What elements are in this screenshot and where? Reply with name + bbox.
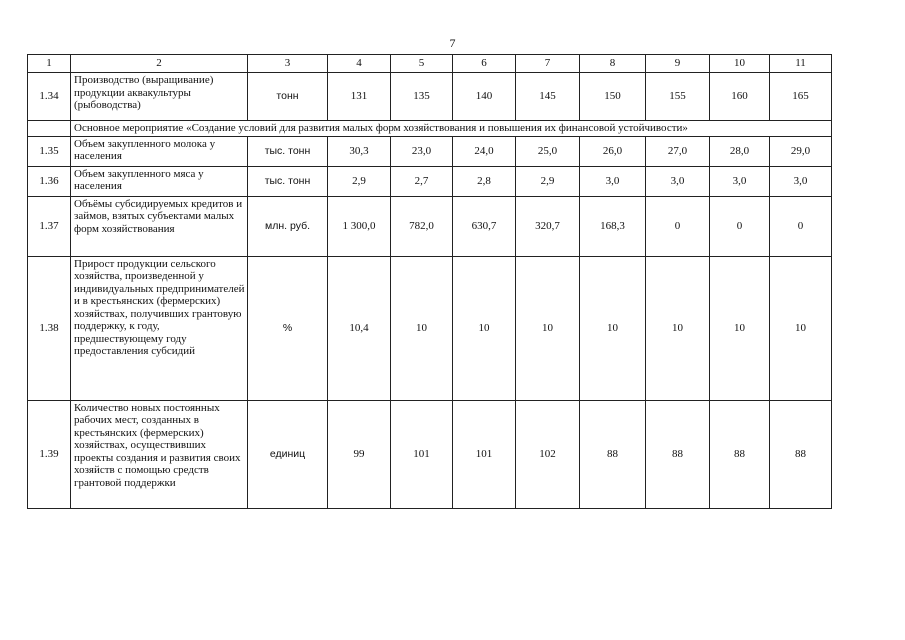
- column-number-header: 10: [710, 55, 770, 73]
- column-number-header-row: [28, 55, 832, 73]
- table-row: [28, 400, 832, 508]
- indicator-value: 160: [710, 73, 770, 121]
- indicator-value: 165: [770, 73, 832, 121]
- indicator-value: 168,3: [580, 196, 646, 256]
- indicator-value: 88: [710, 400, 770, 508]
- column-number-header: 7: [516, 55, 580, 73]
- indicator-value: 3,0: [646, 166, 710, 196]
- table-row: [28, 166, 832, 196]
- indicator-value: 24,0: [453, 136, 516, 166]
- row-number: 1.35: [28, 136, 71, 166]
- indicator-value: 3,0: [770, 166, 832, 196]
- indicator-value: 23,0: [391, 136, 453, 166]
- indicator-value: 155: [646, 73, 710, 121]
- column-number-header: 1: [28, 55, 71, 73]
- indicator-value: 2,7: [391, 166, 453, 196]
- indicators-table: [27, 54, 832, 509]
- indicator-value: 101: [453, 400, 516, 508]
- indicator-value: 131: [328, 73, 391, 121]
- indicator-value: 25,0: [516, 136, 580, 166]
- indicator-value: 2,9: [328, 166, 391, 196]
- column-number-header: 5: [391, 55, 453, 73]
- indicator-value: 10: [516, 256, 580, 400]
- indicator-value: 102: [516, 400, 580, 508]
- section-empty-cell: [28, 121, 71, 137]
- row-number: 1.38: [28, 256, 71, 400]
- page-number: 7: [449, 36, 456, 50]
- indicator-value: 0: [770, 196, 832, 256]
- indicator-value: 3,0: [580, 166, 646, 196]
- indicator-value: 2,8: [453, 166, 516, 196]
- indicator-value: 150: [580, 73, 646, 121]
- indicator-name: Производство (выращивание) продукции аквакультуры (рыбоводства): [71, 73, 248, 121]
- indicator-value: 630,7: [453, 196, 516, 256]
- indicator-value: 140: [453, 73, 516, 121]
- indicator-name: Объем закупленного мяса у населения: [71, 166, 248, 196]
- indicator-value: 29,0: [770, 136, 832, 166]
- indicator-value: 0: [710, 196, 770, 256]
- indicator-value: 135: [391, 73, 453, 121]
- column-number-header: 8: [580, 55, 646, 73]
- indicator-name: Количество новых постоянных рабочих мест, созданных в крестьянских (фермерских) хозяйствах, осуществивших проекты создания и развития своих хозяйств с помощью средств грантовой поддержки: [71, 400, 248, 508]
- column-number-header: 3: [248, 55, 328, 73]
- unit-of-measure: млн. руб.: [248, 196, 328, 256]
- unit-of-measure: тыс. тонн: [248, 136, 328, 166]
- row-number: 1.39: [28, 400, 71, 508]
- column-number-header: 2: [71, 55, 248, 73]
- indicator-value: 2,9: [516, 166, 580, 196]
- unit-of-measure: единиц: [248, 400, 328, 508]
- row-number: 1.36: [28, 166, 71, 196]
- section-row: [28, 121, 832, 137]
- indicator-value: 10: [391, 256, 453, 400]
- indicator-value: 0: [646, 196, 710, 256]
- table-row: [28, 73, 832, 121]
- table-row: [28, 136, 832, 166]
- indicator-value: 10: [710, 256, 770, 400]
- indicator-name: Объёмы субсидируемых кредитов и займов, взятых субъектами малых форм хозяйствования: [71, 196, 248, 256]
- indicator-value: 28,0: [710, 136, 770, 166]
- indicator-value: 27,0: [646, 136, 710, 166]
- table-row: [28, 256, 832, 400]
- row-number: 1.37: [28, 196, 71, 256]
- indicator-value: 99: [328, 400, 391, 508]
- table-row: [28, 196, 832, 256]
- indicator-value: 3,0: [710, 166, 770, 196]
- column-number-header: 9: [646, 55, 710, 73]
- column-number-header: 11: [770, 55, 832, 73]
- indicator-value: 10: [646, 256, 710, 400]
- indicator-name: Объем закупленного молока у населения: [71, 136, 248, 166]
- indicator-name: Прирост продукции сельского хозяйства, произведенной у индивидуальных предпринимателей и в крестьянских (фермерских) хозяйствах, получивших грантовую поддержку, к году, предшествующему году предоставления субсидий: [71, 256, 248, 400]
- indicator-value: 88: [580, 400, 646, 508]
- unit-of-measure: тыс. тонн: [248, 166, 328, 196]
- indicator-value: 88: [646, 400, 710, 508]
- indicator-value: 10: [770, 256, 832, 400]
- indicator-value: 26,0: [580, 136, 646, 166]
- indicator-value: 10: [580, 256, 646, 400]
- indicator-value: 10,4: [328, 256, 391, 400]
- unit-of-measure: тонн: [248, 73, 328, 121]
- indicator-value: 30,3: [328, 136, 391, 166]
- indicator-value: 88: [770, 400, 832, 508]
- indicator-value: 10: [453, 256, 516, 400]
- indicator-value: 101: [391, 400, 453, 508]
- indicator-value: 145: [516, 73, 580, 121]
- indicator-value: 320,7: [516, 196, 580, 256]
- unit-of-measure: %: [248, 256, 328, 400]
- column-number-header: 6: [453, 55, 516, 73]
- indicator-value: 1 300,0: [328, 196, 391, 256]
- row-number: 1.34: [28, 73, 71, 121]
- indicator-value: 782,0: [391, 196, 453, 256]
- section-title: Основное мероприятие «Создание условий для развития малых форм хозяйствования и повышения их финансовой устойчивости»: [71, 121, 832, 137]
- column-number-header: 4: [328, 55, 391, 73]
